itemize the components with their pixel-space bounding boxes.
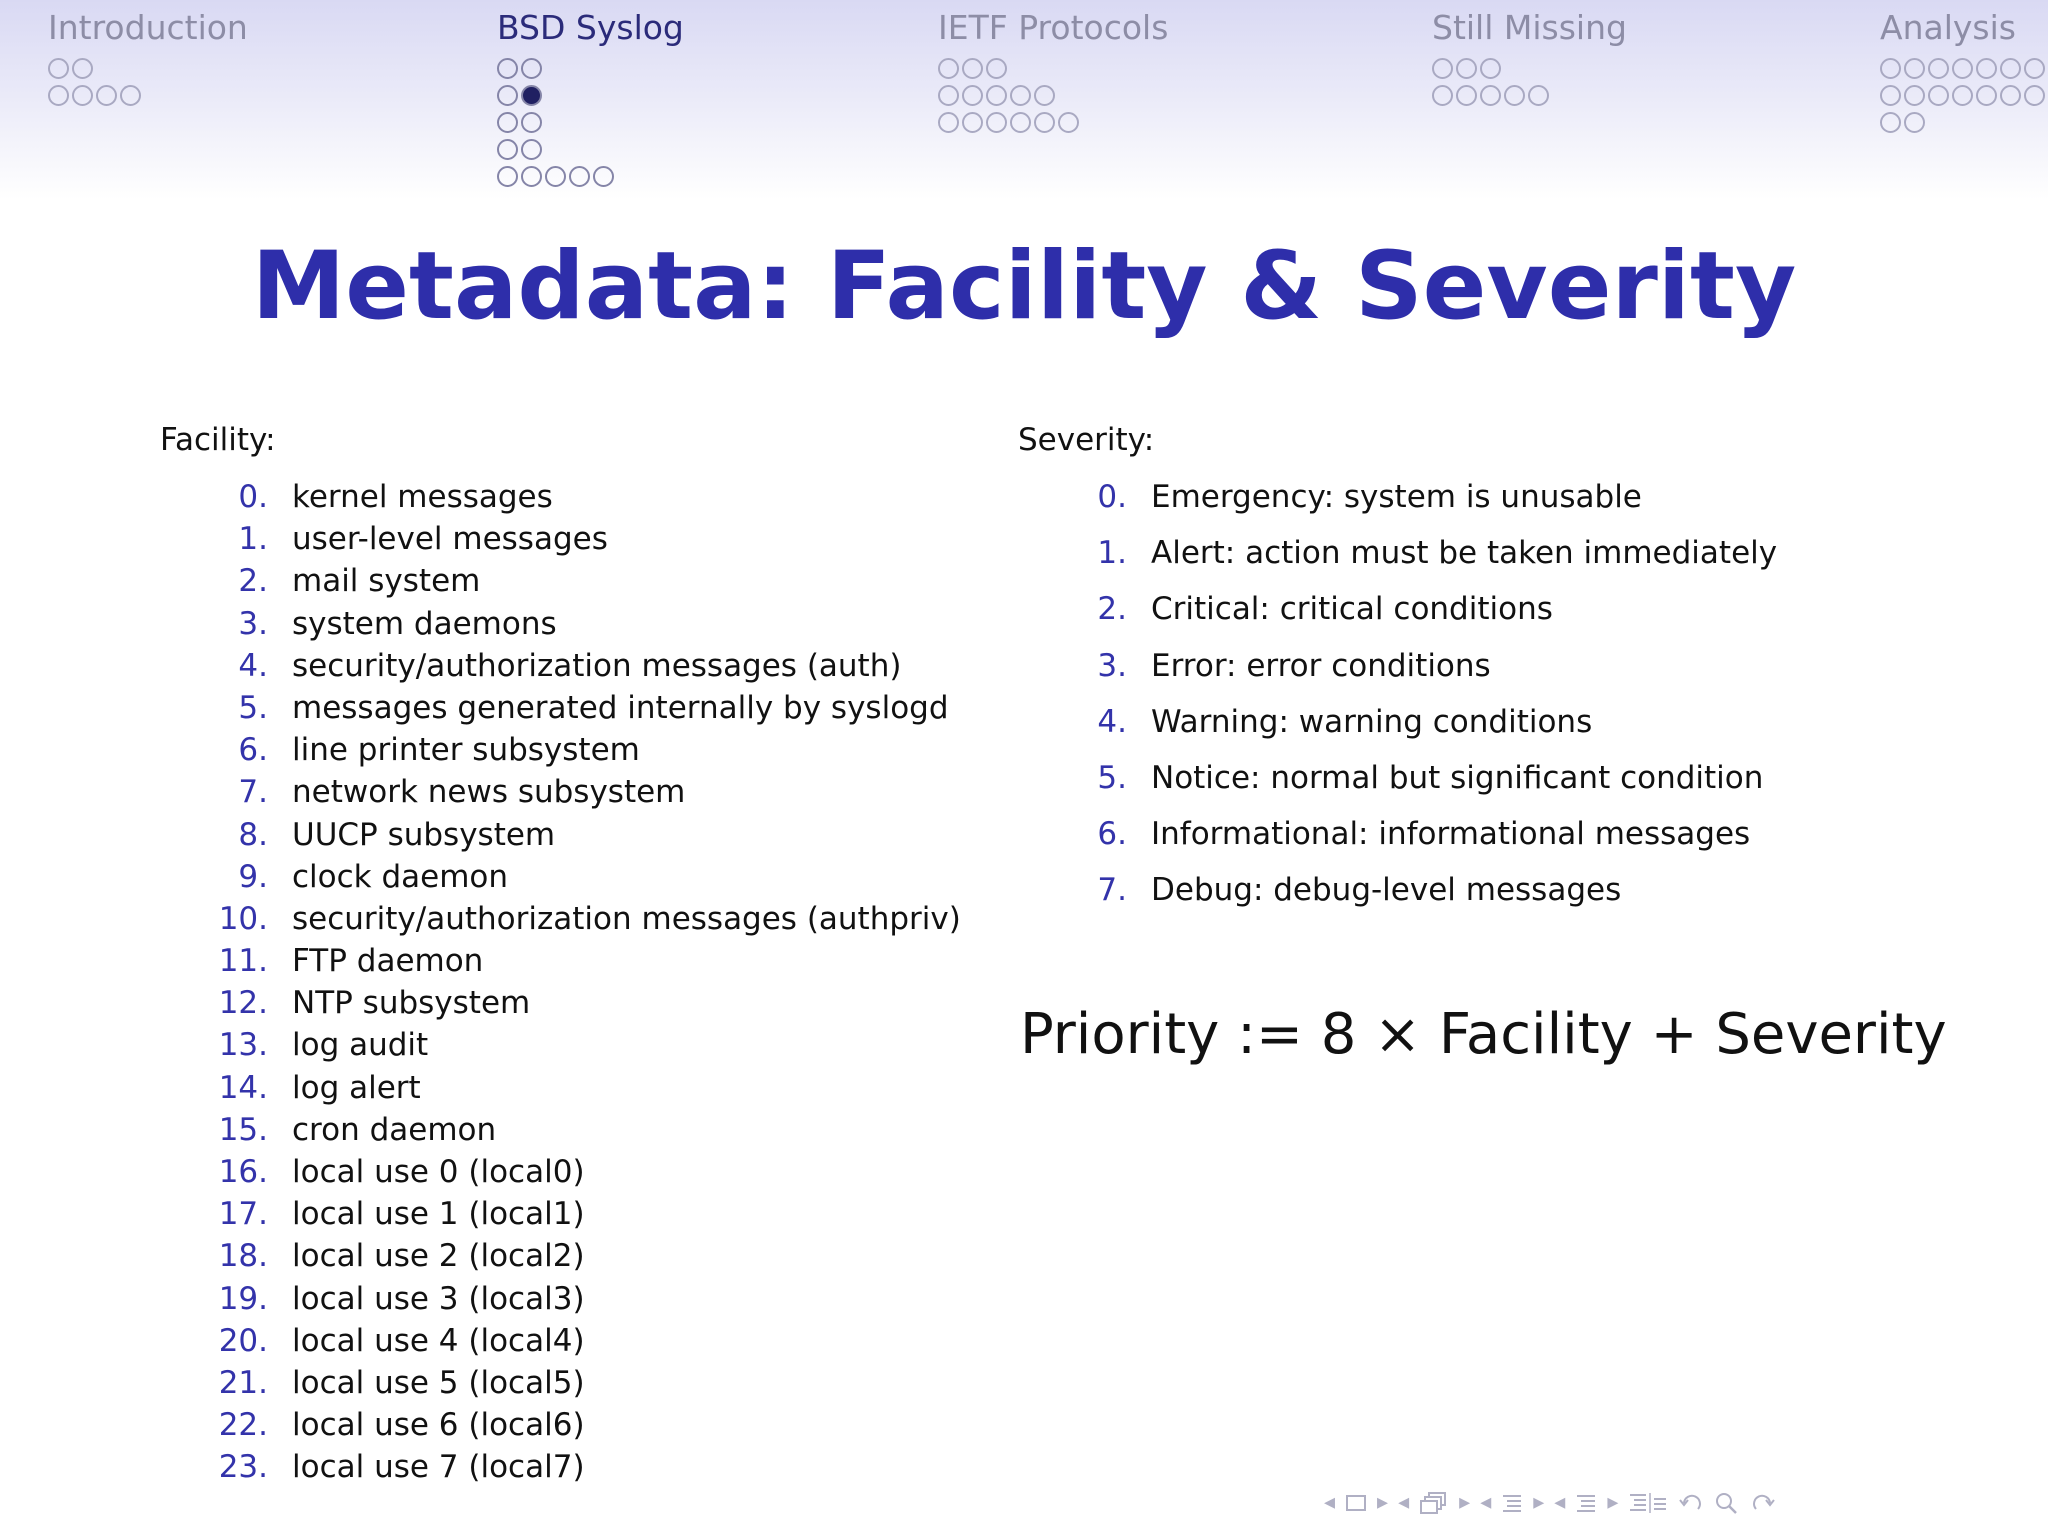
facility-item-number: 21.: [218, 1364, 268, 1401]
severity-item-number: 2.: [1097, 591, 1127, 628]
facility-item: [218, 1446, 961, 1488]
facility-item-text: local use 4 (local4): [292, 1322, 585, 1359]
facility-item-text: messages generated internally by syslogd: [292, 689, 949, 726]
facility-item: [218, 1404, 961, 1446]
frame-dot[interactable]: [1928, 58, 1949, 79]
frame-dot[interactable]: [521, 58, 542, 79]
facility-item-text: FTP daemon: [292, 943, 484, 980]
subsection-icon[interactable]: [1419, 1491, 1449, 1515]
arrow-left-icon[interactable]: ◂: [1554, 1490, 1566, 1515]
current-frame-dot[interactable]: [521, 85, 542, 106]
frame-dot[interactable]: [986, 85, 1007, 106]
frame-dot[interactable]: [1904, 112, 1925, 133]
frame-dot[interactable]: [1432, 85, 1453, 106]
facility-item: [218, 1067, 961, 1109]
frame-dot[interactable]: [521, 139, 542, 160]
facility-item-text: local use 6 (local6): [292, 1407, 585, 1444]
facility-item-number: 0.: [238, 479, 268, 515]
facility-item-number: 3.: [238, 605, 268, 642]
frame-dot-row: [1880, 109, 2048, 136]
severity-list: [1097, 476, 1778, 926]
severity-item: [1097, 532, 1778, 588]
frame-dot[interactable]: [1480, 58, 1501, 79]
frame-dot[interactable]: [986, 58, 1007, 79]
facility-item: [218, 898, 961, 940]
facility-item: [218, 1362, 961, 1404]
frame-dot[interactable]: [1976, 85, 1997, 106]
facility-item-number: 10.: [218, 900, 268, 937]
facility-item-number: 20.: [218, 1322, 268, 1359]
facility-item: [218, 1109, 961, 1151]
frame-dot-row: [938, 55, 1168, 82]
frame-dot[interactable]: [1952, 85, 1973, 106]
arrow-right-icon[interactable]: ▸: [1459, 1490, 1471, 1515]
frame-dot[interactable]: [593, 166, 614, 187]
frame-dot[interactable]: [72, 85, 93, 106]
frame-dot[interactable]: [986, 112, 1007, 133]
frame-dot-row: [497, 136, 684, 163]
facility-item-number: 19.: [218, 1280, 268, 1317]
frame-dot[interactable]: [1952, 58, 1973, 79]
frame-dot-row: [1880, 55, 2048, 82]
frame-dots: [938, 55, 1168, 136]
facility-item: [238, 771, 961, 813]
frame-dot-row: [497, 82, 684, 109]
arrow-left-icon[interactable]: ◂: [1398, 1490, 1410, 1515]
facility-item: [238, 856, 961, 898]
frame-dot[interactable]: [569, 166, 590, 187]
facility-item: [218, 1024, 961, 1066]
facility-item: [238, 560, 961, 602]
frame-dot[interactable]: [1010, 112, 1031, 133]
frame-dot[interactable]: [938, 85, 959, 106]
search-icon[interactable]: [1714, 1491, 1740, 1515]
facility-item-number: 1.: [238, 521, 268, 558]
facility-item-number: 15.: [218, 1111, 268, 1148]
section-navigation-bar: [0, 0, 2048, 200]
severity-item: [1097, 869, 1777, 925]
severity-item-number: 0.: [1097, 479, 1127, 515]
frame-dots: [48, 55, 248, 109]
frame-dot-row: [497, 109, 684, 136]
frame-dot[interactable]: [497, 139, 518, 160]
facility-heading: Facility:: [160, 422, 276, 458]
severity-item-text: Alert: action must be taken immediately: [1151, 535, 1778, 572]
facility-item: [218, 1235, 961, 1277]
facility-item-number: 22.: [218, 1407, 268, 1444]
facility-item-text: local use 5 (local5): [292, 1364, 585, 1401]
severity-item-text: Warning: warning conditions: [1151, 703, 1593, 740]
frame-dot[interactable]: [2024, 58, 2045, 79]
frame-dot-row: [497, 163, 684, 190]
frame-dot[interactable]: [1504, 85, 1525, 106]
frame-dot-row: [48, 82, 248, 109]
facility-item-text: clock daemon: [292, 858, 509, 895]
subsection-list-icon[interactable]: [1575, 1492, 1597, 1514]
facility-item-text: UUCP subsystem: [292, 816, 556, 853]
frame-dot[interactable]: [1880, 85, 1901, 106]
arrow-right-icon[interactable]: ▸: [1377, 1490, 1389, 1515]
nav-section-ietf-protocols: [938, 8, 1168, 136]
undo-icon[interactable]: [1678, 1491, 1704, 1515]
severity-item: [1097, 588, 1777, 644]
facility-item-text: NTP subsystem: [292, 985, 531, 1022]
facility-item-text: log alert: [292, 1069, 421, 1106]
slide-title: Metadata: Facility & Severity: [251, 232, 1797, 341]
frame-dot[interactable]: [962, 112, 983, 133]
severity-item: [1097, 476, 1777, 532]
frame-dot[interactable]: [1456, 58, 1477, 79]
frame-dot-row: [1432, 82, 1627, 109]
facility-item-text: local use 2 (local2): [292, 1238, 585, 1275]
facility-item: [238, 603, 961, 645]
nav-section-still-missing: [1432, 8, 1627, 109]
severity-heading: Severity:: [1018, 422, 1155, 458]
frame-dot-row: [938, 109, 1168, 136]
facility-item-number: 8.: [238, 816, 268, 853]
nav-section-analysis: [1880, 8, 2048, 136]
facility-item-number: 9.: [238, 858, 268, 895]
facility-item-text: user-level messages: [292, 521, 608, 558]
facility-item-number: 11.: [218, 943, 268, 980]
facility-list: [218, 476, 961, 1489]
document-icon[interactable]: [1628, 1491, 1668, 1515]
frame-dot[interactable]: [1904, 58, 1925, 79]
frame-dot-row: [1880, 82, 2048, 109]
frame-dot[interactable]: [521, 112, 542, 133]
facility-item: [218, 1193, 961, 1235]
severity-item: [1097, 701, 1777, 757]
frame-dot[interactable]: [1034, 85, 1055, 106]
priority-formula: Priority := 8 × Facility + Severity: [1020, 1002, 1947, 1067]
facility-item-number: 6.: [238, 732, 268, 769]
nav-section-title[interactable]: BSD Syslog: [497, 8, 684, 47]
frame-dots: [497, 55, 684, 190]
severity-item-text: Emergency: system is unusable: [1151, 479, 1642, 515]
severity-item: [1097, 645, 1777, 701]
facility-item: [238, 476, 961, 518]
arrow-left-icon[interactable]: ◂: [1480, 1490, 1492, 1515]
facility-item-number: 16.: [218, 1154, 268, 1190]
nav-section-title[interactable]: Analysis: [1880, 8, 2016, 47]
nav-section-title[interactable]: Introduction: [48, 8, 248, 47]
frame-dot[interactable]: [497, 166, 518, 187]
frame-dots: [1880, 55, 2048, 136]
facility-item: [218, 940, 961, 982]
frame-dot[interactable]: [1976, 58, 1997, 79]
severity-item: [1097, 757, 1777, 813]
facility-item: [238, 518, 961, 560]
frame-dot[interactable]: [1880, 58, 1901, 79]
frame-dot[interactable]: [1528, 85, 1549, 106]
frame-dot[interactable]: [72, 58, 93, 79]
severity-item-text: Informational: informational messages: [1151, 816, 1751, 853]
severity-item-number: 4.: [1097, 703, 1127, 740]
severity-item-number: 5.: [1097, 759, 1127, 796]
frame-dot[interactable]: [2024, 85, 2045, 106]
severity-item-number: 3.: [1097, 647, 1127, 684]
frame-dot-row: [497, 55, 684, 82]
facility-item-number: 23.: [218, 1449, 268, 1486]
frame-dot[interactable]: [1058, 112, 1079, 133]
frame-dot[interactable]: [497, 58, 518, 79]
severity-item: [1097, 813, 1777, 869]
facility-item-number: 18.: [218, 1238, 268, 1275]
frame-dot-row: [938, 82, 1168, 109]
frame-dot[interactable]: [48, 58, 69, 79]
arrow-right-icon[interactable]: ▸: [1533, 1490, 1545, 1515]
facility-item-text: local use 3 (local3): [292, 1280, 585, 1317]
frame-dot[interactable]: [48, 85, 69, 106]
frame-dot-row: [48, 55, 248, 82]
frame-dot[interactable]: [1456, 85, 1477, 106]
frame-dot[interactable]: [545, 166, 566, 187]
section-icon[interactable]: [1501, 1492, 1523, 1514]
facility-item: [218, 1320, 961, 1362]
facility-item-number: 13.: [218, 1027, 268, 1064]
facility-item-text: log audit: [292, 1027, 429, 1064]
frame-dot[interactable]: [1480, 85, 1501, 106]
frame-dot[interactable]: [521, 166, 542, 187]
facility-item: [238, 814, 961, 856]
facility-item-text: security/authorization messages (auth): [292, 647, 902, 684]
frame-dot[interactable]: [938, 112, 959, 133]
facility-item: [238, 687, 961, 729]
frame-dot[interactable]: [1034, 112, 1055, 133]
frame-dot[interactable]: [1928, 85, 1949, 106]
nav-section-bsd-syslog: [497, 8, 684, 190]
severity-item-number: 7.: [1097, 872, 1127, 909]
facility-item-text: system daemons: [292, 605, 557, 642]
facility-item-text: security/authorization messages (authpriv): [292, 900, 961, 937]
frame-dot[interactable]: [1010, 85, 1031, 106]
frame-dot[interactable]: [2000, 85, 2021, 106]
facility-item-number: 5.: [238, 689, 268, 726]
arrow-left-icon[interactable]: ◂: [1324, 1490, 1336, 1515]
facility-item: [238, 729, 961, 771]
frame-dot[interactable]: [1904, 85, 1925, 106]
nav-section-title[interactable]: Still Missing: [1432, 8, 1627, 47]
frame-dot[interactable]: [2000, 58, 2021, 79]
frame-dot[interactable]: [1880, 112, 1901, 133]
arrow-right-icon[interactable]: ▸: [1607, 1490, 1619, 1515]
frame-dot-row: [1432, 55, 1627, 82]
beamer-navigation-symbols: [1324, 1490, 1776, 1515]
facility-item-text: network news subsystem: [292, 774, 686, 811]
redo-icon[interactable]: [1750, 1491, 1776, 1515]
frame-icon[interactable]: [1345, 1494, 1367, 1512]
facility-item-text: mail system: [292, 563, 481, 600]
facility-item-text: cron daemon: [292, 1111, 497, 1148]
severity-item-text: Notice: normal but significant condition: [1151, 759, 1764, 796]
severity-item-number: 6.: [1097, 816, 1127, 853]
facility-item: [238, 645, 961, 687]
facility-item-text: kernel messages: [292, 479, 553, 515]
frame-dot[interactable]: [497, 85, 518, 106]
frame-dot[interactable]: [938, 58, 959, 79]
facility-item-text: local use 7 (local7): [292, 1449, 585, 1486]
facility-item-number: 7.: [238, 774, 268, 811]
facility-item-number: 14.: [218, 1069, 268, 1106]
facility-item-text: local use 1 (local1): [292, 1196, 585, 1233]
frame-dot[interactable]: [96, 85, 117, 106]
nav-section-title[interactable]: IETF Protocols: [938, 8, 1169, 47]
frame-dot[interactable]: [120, 85, 141, 106]
frame-dot[interactable]: [962, 85, 983, 106]
frame-dot[interactable]: [1432, 58, 1453, 79]
facility-item-number: 17.: [218, 1196, 268, 1233]
facility-item-number: 2.: [238, 563, 268, 600]
severity-item-text: Error: error conditions: [1151, 647, 1491, 684]
facility-item-number: 4.: [238, 647, 268, 684]
frame-dot[interactable]: [497, 112, 518, 133]
facility-item: [218, 1151, 961, 1193]
severity-item-number: 1.: [1097, 535, 1127, 572]
facility-item-text: local use 0 (local0): [292, 1154, 585, 1190]
facility-item-number: 12.: [218, 985, 268, 1022]
frame-dots: [1432, 55, 1627, 109]
facility-item-text: line printer subsystem: [292, 732, 640, 769]
facility-item: [218, 982, 961, 1024]
frame-dot[interactable]: [962, 58, 983, 79]
severity-item-text: Debug: debug-level messages: [1151, 872, 1622, 909]
facility-item: [218, 1278, 961, 1320]
severity-item-text: Critical: critical conditions: [1151, 591, 1553, 628]
nav-section-introduction: [48, 8, 248, 109]
